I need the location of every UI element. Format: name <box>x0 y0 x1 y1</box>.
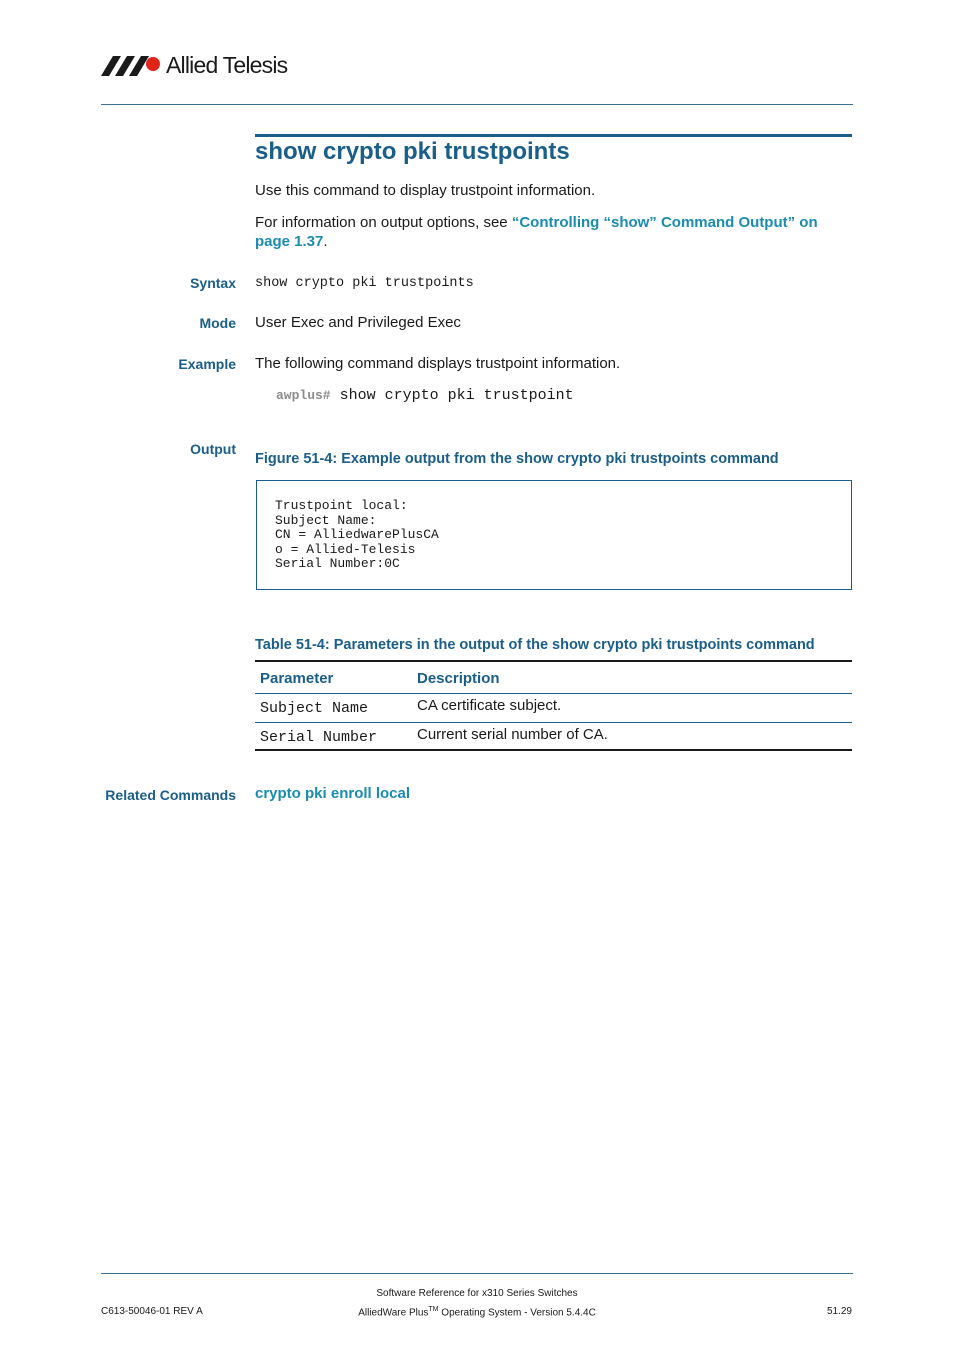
logo-mark-icon <box>101 54 163 78</box>
table-row <box>255 693 852 722</box>
footer-doc-id: C613-50046-01 REV A <box>101 1306 203 1317</box>
table-cell-description: Current serial number of CA. <box>417 725 608 743</box>
footer-trademark: TM <box>428 1306 439 1313</box>
syntax-label: Syntax <box>190 275 236 291</box>
table-header-parameter: Parameter <box>260 670 334 687</box>
footer-line-2 <box>0 1306 954 1318</box>
title-rule <box>255 134 852 137</box>
footer-line-1: Software Reference for x310 Series Switches <box>376 1288 578 1299</box>
example-label: Example <box>178 356 236 372</box>
see-also-paragraph <box>255 213 855 251</box>
table-header-description: Description <box>417 670 500 687</box>
output-options-link[interactable]: “Controlling “show” Command Output” on <box>511 214 818 231</box>
mode-value: User Exec and Privileged Exec <box>255 314 461 331</box>
example-command-line <box>276 387 574 404</box>
example-prompt: awplus# <box>276 388 331 403</box>
page-title: show crypto pki trustpoints <box>255 138 570 165</box>
example-command: show crypto pki trustpoint <box>339 387 574 404</box>
see-also-suffix: . <box>323 233 328 250</box>
logo-text: Allied Telesis <box>166 52 288 78</box>
output-options-page-link[interactable]: page 1.37 <box>255 233 324 250</box>
related-commands-label: Related Commands <box>105 787 236 803</box>
allied-telesis-logo <box>101 52 301 80</box>
footer-version: Operating System - Version 5.4.4C <box>438 1307 596 1319</box>
syntax-value: show crypto pki trustpoints <box>255 276 474 291</box>
see-also-prefix: For information on output options, see <box>255 214 512 231</box>
table-cell-parameter: Serial Number <box>260 728 378 746</box>
header-divider <box>101 104 853 105</box>
page-number: 51.29 <box>826 1306 852 1317</box>
intro-text: Use this command to display trustpoint information. <box>255 182 596 199</box>
related-command-link[interactable]: crypto pki enroll local <box>255 785 411 802</box>
figure-caption: Figure 51-4: Example output from the show crypto pki trustpoints command <box>255 451 779 467</box>
output-code-box: Trustpoint local: Subject Name: CN = AlliedwarePlusCA o = Allied-Telesis Serial Number:0C <box>256 480 852 590</box>
table-caption: Table 51-4: Parameters in the output of the show crypto pki trustpoints command <box>255 637 815 653</box>
output-label: Output <box>190 441 236 457</box>
mode-label: Mode <box>199 315 236 331</box>
footer-divider <box>101 1273 853 1274</box>
footer-product: AlliedWare Plus <box>358 1307 429 1319</box>
table-header-row <box>255 661 852 693</box>
example-text: The following command displays trustpoint information. <box>255 355 621 372</box>
table-cell-description: CA certificate subject. <box>417 696 562 714</box>
table-cell-parameter: Subject Name <box>260 699 369 717</box>
table-row <box>255 722 852 750</box>
parameters-table <box>255 660 852 751</box>
